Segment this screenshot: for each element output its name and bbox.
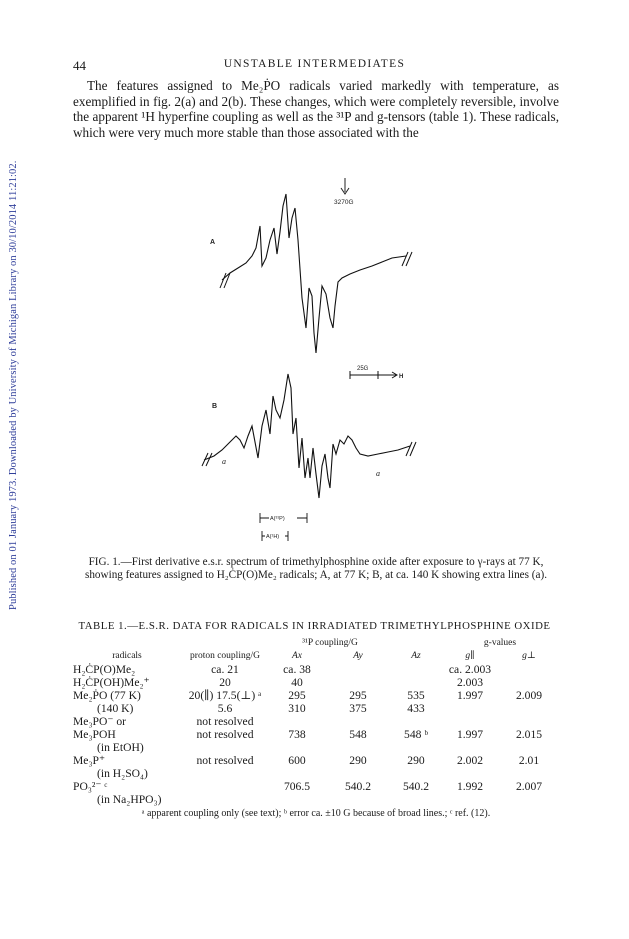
spectrum-b-label: B (212, 403, 218, 410)
download-watermark (6, 150, 22, 610)
extra-line-left-label: a (222, 457, 226, 466)
table-cell-proton: ca. 21 (211, 663, 239, 676)
gpar-column-header: g∥ (465, 651, 475, 661)
table-cell-gpar: ca. 2.003 (448, 663, 492, 676)
running-title: UNSTABLE INTERMEDIATES (223, 58, 406, 70)
table-cell-ax: 600 (288, 754, 306, 767)
table-cell-ay: 295 (349, 689, 367, 702)
spectrum-b-trace (204, 374, 410, 498)
table-cell-gpar: 2.002 (456, 754, 484, 767)
table-cell-ax: 310 (288, 702, 306, 715)
g-values-group-header: g-values (483, 638, 517, 648)
table-cell-ax: 40 (291, 676, 303, 689)
ax-column-header: Ax (291, 651, 303, 661)
table-cell-ay (325, 676, 391, 689)
coupling-p-label: A(³¹P) (270, 516, 285, 522)
paragraph-text: The features assigned to Me₂ṖO radicals varied markedly with temperature, as exemplified in fig. 2(a) and 2(b). These changes, which were completely reversible, involve the apparent ¹H hyperfine coupling as well as the ³¹P and g-tensors (table 1). These radicals, which were very much more stable than those associated with the (73, 78, 559, 140)
table-cell-radical: (in Na₂HPO₃) (97, 793, 162, 806)
table-cell-az (391, 793, 441, 806)
table-title: TABLE 1.—E.S.R. DATA FOR RADICALS IN IRRADIATED TRIMETHYLPHOSPHINE OXIDE (78, 620, 551, 632)
table-cell-radical: Me₃PO⁻ or (73, 715, 126, 728)
body-paragraph (73, 78, 559, 140)
table-cell-radical: H₂ĊP(O)Me₂ (73, 663, 136, 676)
table-row (73, 689, 559, 702)
scale-bar-field-label: H (399, 374, 404, 380)
table-cell-gpar (441, 767, 499, 780)
table-cell-az (391, 741, 441, 754)
scale-bar-label: 25G (357, 366, 369, 372)
extra-line-right-label: a (376, 469, 380, 478)
spectrum-a-label: A (210, 239, 216, 246)
table-cell-proton (181, 780, 269, 793)
table-cell-proton: not resolved (196, 754, 254, 767)
table-cell-ax (269, 767, 325, 780)
table-cell-radical: H₂ĊP(OH)Me₂⁺ (73, 676, 150, 689)
table-row (73, 663, 559, 676)
table-cell-ax: 706.5 (283, 780, 311, 793)
radicals-column-header: radicals (112, 651, 142, 661)
table-cell-az: 548 ᵇ (404, 728, 428, 741)
table-cell-radical: Me₂ṖO (77 K) (73, 689, 141, 702)
table-cell-radical: (in EtOH) (97, 741, 144, 754)
table-cell-az (391, 676, 441, 689)
coupling-h-label: A(¹H) (266, 534, 280, 540)
table-cell-gpar (441, 715, 499, 728)
table-cell-az: 433 (407, 702, 425, 715)
esr-spectrum-figure (200, 178, 430, 568)
table-cell-radical: Me₃P⁺ (73, 754, 106, 767)
gperp-column-header: g⊥ (522, 651, 536, 661)
spectrum-a-trace (222, 194, 406, 353)
table-cell-gpar (441, 793, 499, 806)
table-cell-gperp: 2.009 (515, 689, 543, 702)
table-cell-ay (325, 793, 391, 806)
table-cell-proton (181, 741, 269, 754)
table-cell-ax: 295 (288, 689, 306, 702)
table-cell-gperp: 2.01 (518, 754, 540, 767)
table-cell-radical: (in H₂SO₄) (97, 767, 148, 780)
table-row (73, 793, 559, 806)
table-cell-az: 290 (407, 754, 425, 767)
table-group-header-row (73, 637, 559, 650)
table-row (73, 728, 559, 741)
table-cell-proton: 20(∥) 17.5(⊥) ᵃ (188, 689, 262, 702)
table-row (73, 780, 559, 793)
table-cell-gperp (499, 663, 559, 676)
table-row (73, 702, 559, 715)
p-coupling-group-header: ³¹P coupling/G (302, 638, 358, 648)
table-row (73, 715, 559, 728)
table-cell-ax (269, 741, 325, 754)
table-cell-gpar: 2.003 (456, 676, 484, 689)
table-cell-gperp (499, 741, 559, 754)
ay-column-header: Ay (353, 651, 363, 661)
table-cell-ax: 738 (288, 728, 306, 741)
table-cell-az (391, 715, 441, 728)
table-cell-ay: 290 (349, 754, 367, 767)
table-row (73, 741, 559, 754)
table-cell-ay: 548 (349, 728, 367, 741)
table-cell-radical: (140 K) (97, 702, 134, 715)
az-column-header: Az (411, 651, 421, 661)
table-cell-gperp (499, 715, 559, 728)
table-cell-az: 535 (407, 689, 425, 702)
table-row (73, 767, 559, 780)
table-cell-gpar (441, 741, 499, 754)
table-header-row (73, 650, 559, 663)
table-cell-proton: not resolved (196, 715, 254, 728)
page-number: 44 (73, 58, 86, 73)
table-cell-gpar: 1.997 (456, 689, 484, 702)
table-cell-radical: PO₃²⁻ ᶜ (73, 780, 108, 793)
table-cell-az: 540.2 (402, 780, 430, 793)
table-cell-proton: 20 (219, 676, 231, 689)
esr-data-table (73, 637, 559, 806)
table-cell-gperp (499, 767, 559, 780)
table-cell-gperp (499, 702, 559, 715)
table-cell-ax (269, 793, 325, 806)
table-row (73, 676, 559, 689)
table-cell-gperp (499, 793, 559, 806)
table-cell-ay: 375 (349, 702, 367, 715)
table-cell-ax (269, 715, 325, 728)
table-cell-gperp (499, 676, 559, 689)
table-row (73, 754, 559, 767)
table-cell-az (391, 663, 441, 676)
table-cell-proton: not resolved (196, 728, 254, 741)
table-cell-ay (325, 715, 391, 728)
download-notice: Published on 01 January 1973. Downloaded by University of Michigan Library on 30/10/2014 11:21:02. (8, 160, 19, 610)
table-cell-ay (325, 663, 391, 676)
table-cell-gperp: 2.015 (515, 728, 543, 741)
table-cell-ay: 540.2 (344, 780, 372, 793)
table-cell-proton (181, 767, 269, 780)
table-cell-gpar (441, 702, 499, 715)
proton-column-header: proton coupling/G (190, 651, 260, 661)
figure-caption: FIG. 1.—First derivative e.s.r. spectrum of trimethylphosphine oxide after exposure to γ-rays at 77 K, showing features assigned to H₂ĊP(O)Me₂ radicals; A, at 77 K; B, at ca. 140 K showing extra lines (a). (84, 556, 548, 581)
table-footnote: ᵃ apparent coupling only (see text); ᵇ error ca. ±10 G because of broad lines.; ᶜ ref. (12). (141, 808, 491, 819)
table-cell-gperp: 2.007 (515, 780, 543, 793)
table-cell-ay (325, 767, 391, 780)
table-cell-gpar: 1.997 (456, 728, 484, 741)
table-cell-az (391, 767, 441, 780)
table-cell-radical: Me₃POH (73, 728, 116, 741)
table-cell-proton: 5.6 (217, 702, 233, 715)
table-cell-proton (181, 793, 269, 806)
field-marker-label: 3270G (334, 199, 354, 206)
table-cell-ax: ca. 38 (283, 663, 311, 676)
table-cell-ay (325, 741, 391, 754)
table-body (73, 663, 559, 806)
table-cell-gpar: 1.992 (456, 780, 484, 793)
